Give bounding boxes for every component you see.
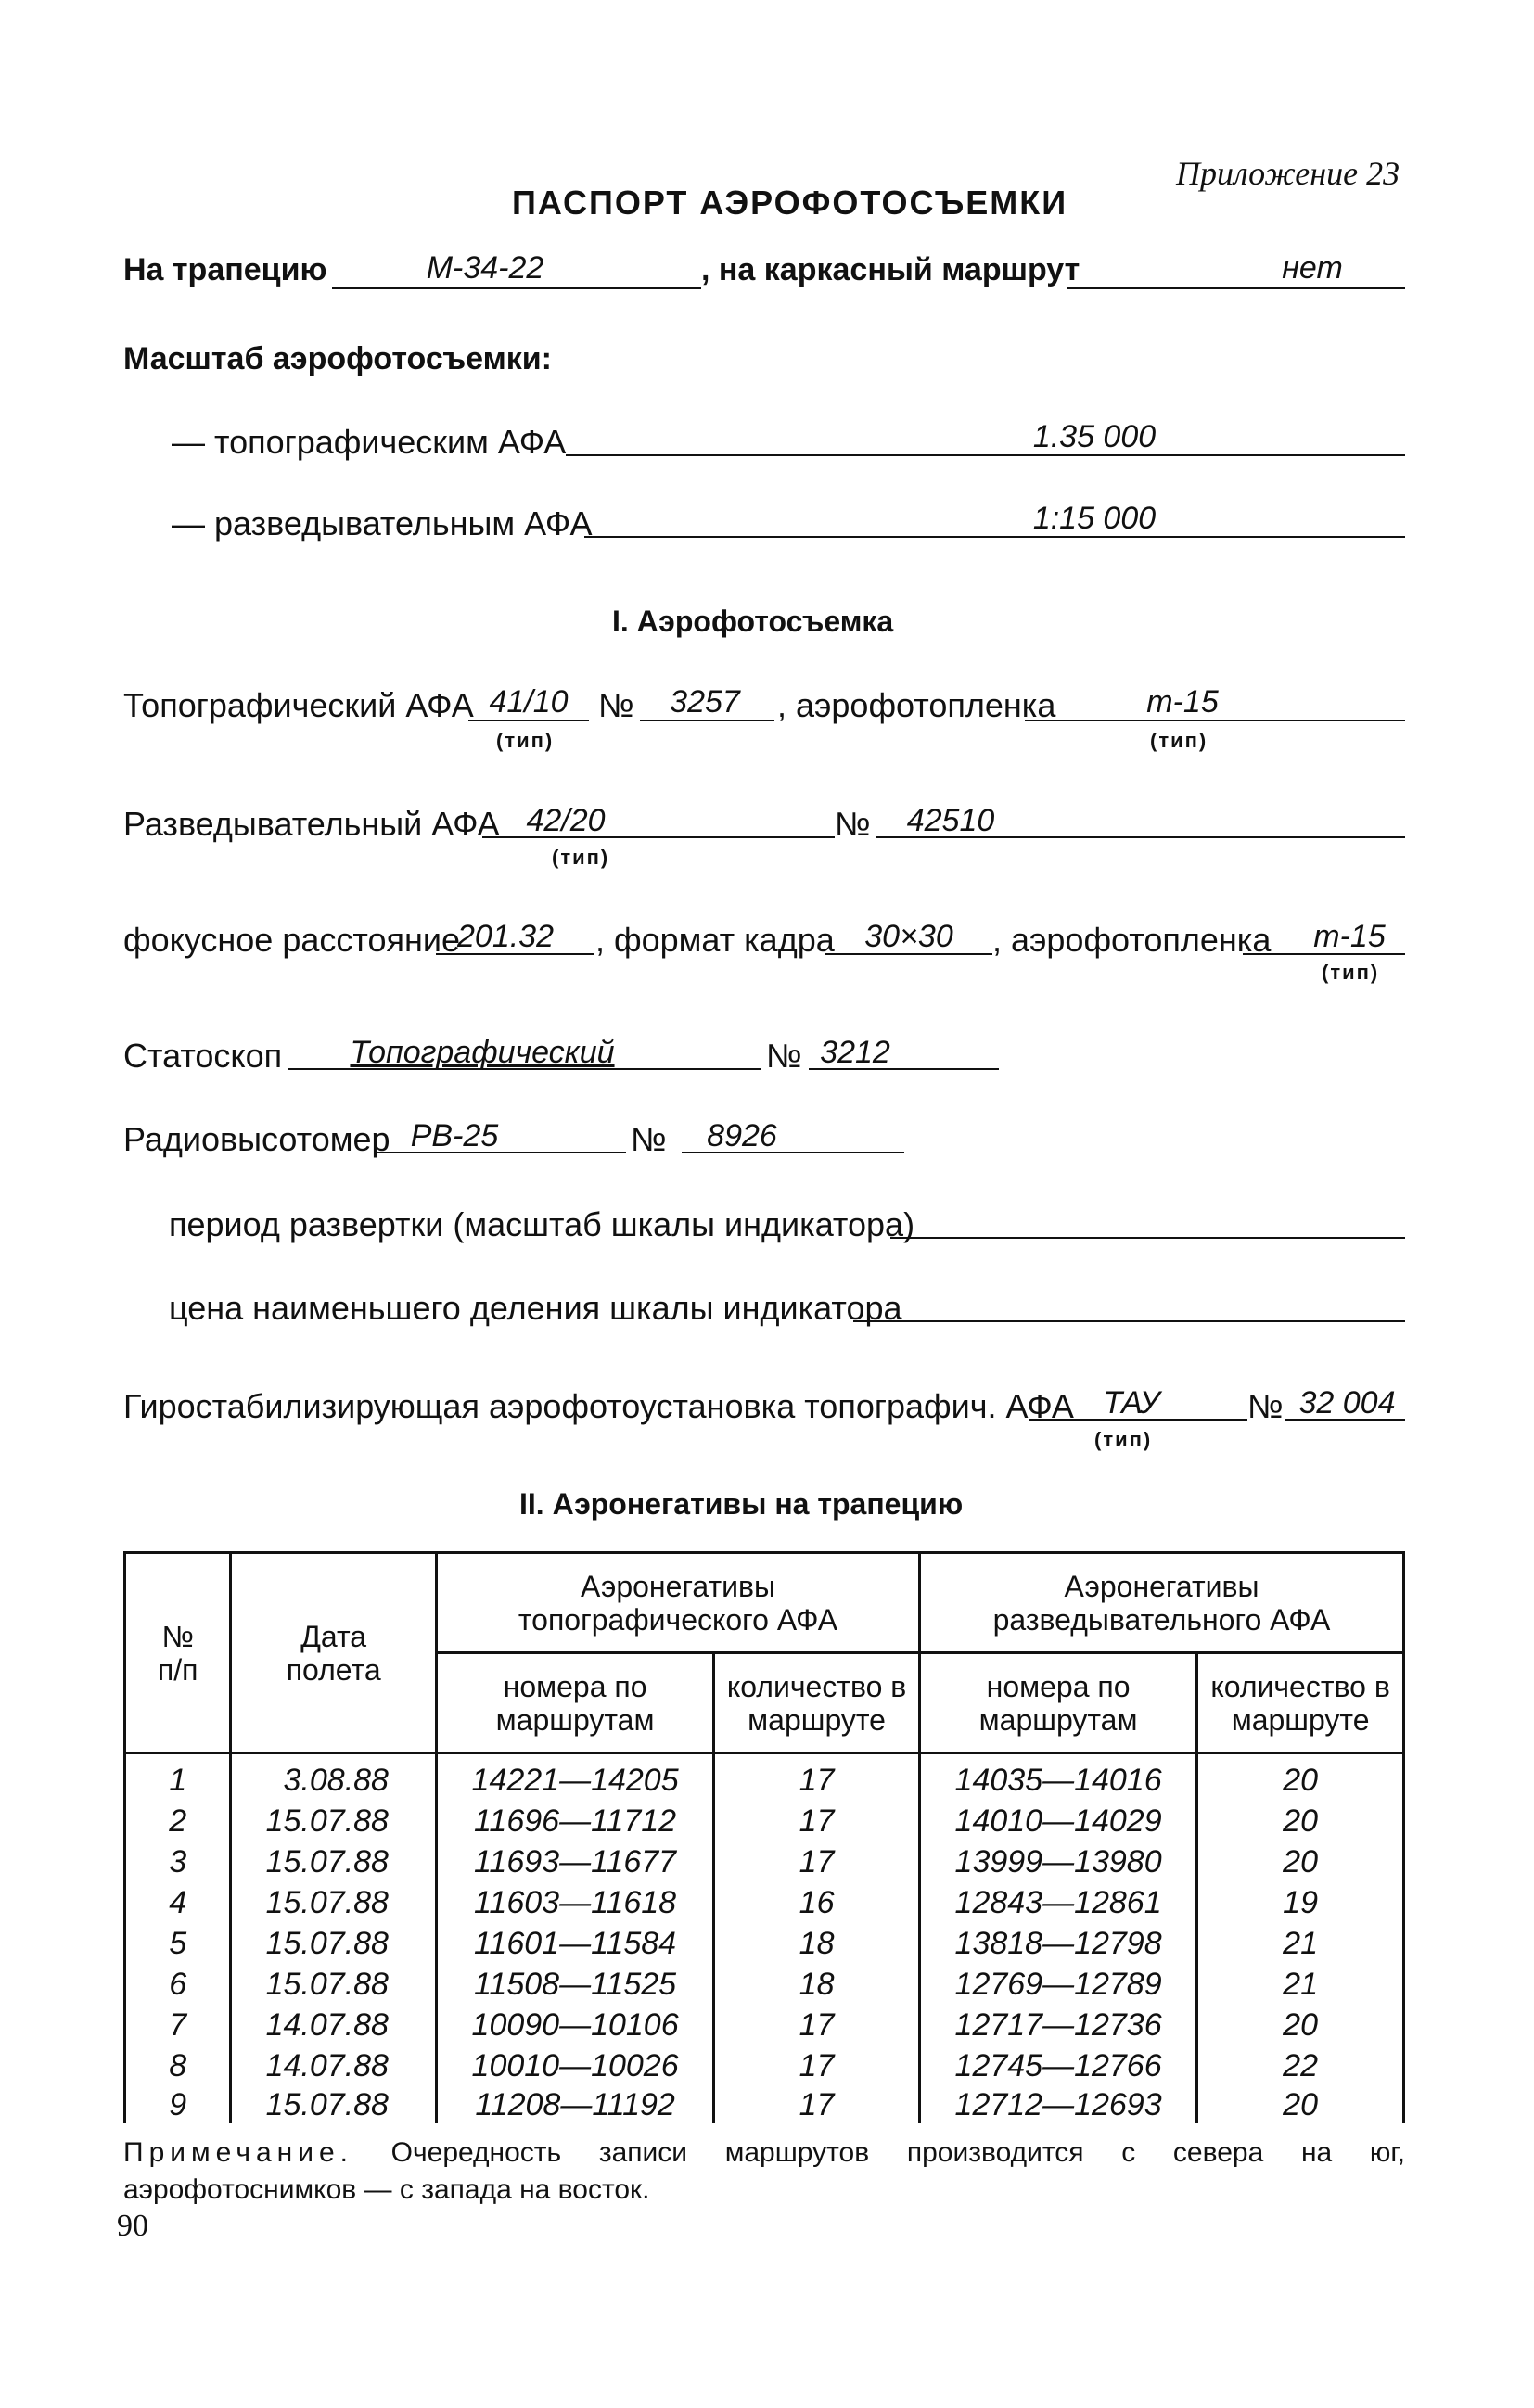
row-date-cell: 14.07.88 xyxy=(231,2045,437,2086)
row-topo-numbers-cell: 11696—11712 xyxy=(436,1801,713,1841)
altimeter-value: РВ-25 xyxy=(410,1118,499,1153)
statoscope-label: Статоскоп xyxy=(123,1037,283,1075)
row-topo-count-cell: 18 xyxy=(714,1964,920,2005)
row-recon-numbers-cell: 13818—12798 xyxy=(919,1923,1196,1964)
row-recon-numbers-cell: 14035—14016 xyxy=(919,1753,1196,1802)
recon-scale-value: 1:15 000 xyxy=(1032,501,1157,536)
row-recon-count-cell: 20 xyxy=(1197,1801,1404,1841)
frame-route-underline xyxy=(1067,287,1405,289)
recon-afa-no-sign: № xyxy=(835,805,871,843)
row-recon-numbers-cell: 12712—12693 xyxy=(919,2086,1196,2123)
recon-scale-underline xyxy=(584,536,1405,538)
section-2-title: II. Аэронегативы на трапецию xyxy=(519,1487,964,1521)
scale-division-label: цена наименьшего деления шкалы индикатора xyxy=(169,1289,902,1327)
row-num-cell: 8 xyxy=(125,2045,231,2086)
topo-scale-value: 1.35 000 xyxy=(1032,419,1157,454)
statoscope-no-sign: № xyxy=(766,1037,802,1075)
row-date-cell: 3.08.88 xyxy=(231,1753,437,1802)
table-row xyxy=(125,1964,1404,2005)
recon-scale-label: — разведывательным АФА xyxy=(172,504,593,542)
row-topo-numbers-cell: 14221—14205 xyxy=(436,1753,713,1802)
row-recon-count-cell: 20 xyxy=(1197,2005,1404,2045)
row-num-cell: 5 xyxy=(125,1923,231,1964)
appendix-label: Приложение 23 xyxy=(1176,155,1400,192)
row-recon-count-cell: 21 xyxy=(1197,1923,1404,1964)
row-date-cell: 15.07.88 xyxy=(231,2086,437,2123)
gyro-type-note: (тип) xyxy=(1094,1428,1153,1451)
row-date-cell: 14.07.88 xyxy=(231,2005,437,2045)
row-topo-numbers-cell: 11508—11525 xyxy=(436,1964,713,2005)
col-header-date: Дата полета xyxy=(231,1553,437,1753)
row-topo-numbers-cell: 11603—11618 xyxy=(436,1882,713,1923)
row-topo-count-cell: 17 xyxy=(714,2045,920,2086)
row-num-cell: 2 xyxy=(125,1801,231,1841)
row-recon-count-cell: 19 xyxy=(1197,1882,1404,1923)
row-recon-count-cell: 20 xyxy=(1197,1753,1404,1802)
row-topo-numbers-cell: 11693—11677 xyxy=(436,1841,713,1882)
gyro-number-value: 32 004 xyxy=(1298,1385,1396,1421)
topo-afa-label: Топографический АФА xyxy=(123,686,474,724)
row-num-cell: 3 xyxy=(125,1841,231,1882)
page-number: 90 xyxy=(117,2209,148,2243)
scale-heading: Масштаб аэрофотосъемки: xyxy=(123,341,552,376)
topo-scale-underline xyxy=(566,454,1405,456)
row-num-cell: 6 xyxy=(125,1964,231,2005)
row-recon-numbers-cell: 12843—12861 xyxy=(919,1882,1196,1923)
row-recon-count-cell: 20 xyxy=(1197,2086,1404,2123)
row-topo-count-cell: 16 xyxy=(714,1882,920,1923)
row-topo-numbers-cell: 10090—10106 xyxy=(436,2005,713,2045)
topo-film-type-note: (тип) xyxy=(1150,729,1208,752)
row-recon-numbers-cell: 14010—14029 xyxy=(919,1801,1196,1841)
recon-afa-type-note: (тип) xyxy=(552,846,610,869)
row-date-cell: 15.07.88 xyxy=(231,1882,437,1923)
page-title: ПАСПОРТ АЭРОФОТОСЪЕМКИ xyxy=(512,184,1068,222)
negatives-table xyxy=(123,1551,1405,2123)
trapezium-label: На трапецию xyxy=(123,252,327,287)
table-row xyxy=(125,1841,1404,1882)
table-row xyxy=(125,2086,1404,2123)
statoscope-value: Топографический xyxy=(350,1035,615,1070)
col-header-recon-numbers: номера по маршрутам xyxy=(919,1653,1196,1753)
recon-afa-number-value: 42510 xyxy=(906,803,995,838)
gyro-no-sign: № xyxy=(1247,1387,1284,1425)
col-header-topo-count: количество в маршруте xyxy=(714,1653,920,1753)
row-topo-numbers-cell: 10010—10026 xyxy=(436,2045,713,2086)
frame-format-label: , формат кадра xyxy=(595,921,835,959)
row-num-cell: 1 xyxy=(125,1753,231,1802)
frame-route-value: нет xyxy=(1282,250,1343,286)
recon-afa-label: Разведывательный АФА xyxy=(123,805,500,843)
row-num-cell: 7 xyxy=(125,2005,231,2045)
row-recon-count-cell: 22 xyxy=(1197,2045,1404,2086)
focal-length-value: 201.32 xyxy=(457,919,554,954)
film-value-2: т-15 xyxy=(1313,919,1386,954)
frame-route-label: , на каркасный маршрут xyxy=(701,252,1080,287)
focal-length-label: фокусное расстояние xyxy=(123,921,460,959)
sweep-period-label: период развертки (масштаб шкалы индикатора) xyxy=(169,1205,915,1243)
row-topo-count-cell: 17 xyxy=(714,1753,920,1802)
table-row xyxy=(125,2045,1404,2086)
row-topo-count-cell: 18 xyxy=(714,1923,920,1964)
row-topo-count-cell: 17 xyxy=(714,2086,920,2123)
row-topo-numbers-cell: 11208—11192 xyxy=(436,2086,713,2123)
footnote xyxy=(123,2134,1405,2209)
row-date-cell: 15.07.88 xyxy=(231,1923,437,1964)
section-1-title: I. Аэрофотосъемка xyxy=(612,605,894,638)
topo-afa-no-sign: № xyxy=(598,686,634,724)
film-type-note-2: (тип) xyxy=(1322,961,1380,984)
row-recon-numbers-cell: 13999—13980 xyxy=(919,1841,1196,1882)
trapezium-value: М-34-22 xyxy=(426,250,544,286)
table-row xyxy=(125,1923,1404,1964)
table-row xyxy=(125,2005,1404,2045)
table-row xyxy=(125,1882,1404,1923)
footnote-label: Примечание. xyxy=(123,2137,353,2168)
statoscope-number-value: 3212 xyxy=(820,1035,890,1070)
row-topo-numbers-cell: 11601—11584 xyxy=(436,1923,713,1964)
col-header-topo-group: Аэронегативы топографического АФА xyxy=(436,1553,919,1653)
recon-afa-type-value: 42/20 xyxy=(526,803,606,838)
col-header-recon-group: Аэронегативы разведывательного АФА xyxy=(919,1553,1403,1653)
col-header-topo-numbers: номера по маршрутам xyxy=(436,1653,713,1753)
table-row xyxy=(125,1801,1404,1841)
row-recon-numbers-cell: 12769—12789 xyxy=(919,1964,1196,2005)
footnote-text: Очередность записи маршрутов производится с севера на юг, аэрофотоснимков — с запада на восток. xyxy=(123,2137,1405,2205)
topo-scale-label: — топографическим АФА xyxy=(172,423,567,461)
sweep-period-underline xyxy=(890,1237,1405,1239)
row-recon-count-cell: 20 xyxy=(1197,1841,1404,1882)
topo-afa-type-value: 41/10 xyxy=(489,684,569,720)
gyro-mount-label: Гиростабилизирующая аэрофотоустановка топографич. АФА xyxy=(123,1387,1074,1425)
row-recon-count-cell: 21 xyxy=(1197,1964,1404,2005)
frame-format-value: 30×30 xyxy=(864,919,953,954)
topo-afa-number-value: 3257 xyxy=(670,684,740,720)
row-recon-numbers-cell: 12717—12736 xyxy=(919,2005,1196,2045)
topo-film-label: , аэрофотопленка xyxy=(777,686,1056,724)
col-header-num: № п/п xyxy=(125,1553,231,1753)
row-num-cell: 9 xyxy=(125,2086,231,2123)
gyro-type-value: ТАУ xyxy=(1103,1385,1160,1421)
row-date-cell: 15.07.88 xyxy=(231,1964,437,2005)
altimeter-number-value: 8926 xyxy=(707,1118,777,1153)
film-label-2: , аэрофотопленка xyxy=(992,921,1272,959)
row-num-cell: 4 xyxy=(125,1882,231,1923)
topo-afa-type-note: (тип) xyxy=(496,729,555,752)
row-date-cell: 15.07.88 xyxy=(231,1841,437,1882)
trapezium-underline xyxy=(332,287,701,289)
topo-film-value: т-15 xyxy=(1146,684,1219,720)
col-header-recon-count: количество в маршруте xyxy=(1197,1653,1404,1753)
row-topo-count-cell: 17 xyxy=(714,1801,920,1841)
row-topo-count-cell: 17 xyxy=(714,2005,920,2045)
table-row xyxy=(125,1753,1404,1802)
row-topo-count-cell: 17 xyxy=(714,1841,920,1882)
altimeter-label: Радиовысотомер xyxy=(123,1120,390,1158)
row-date-cell: 15.07.88 xyxy=(231,1801,437,1841)
scale-division-underline xyxy=(853,1320,1405,1322)
altimeter-no-sign: № xyxy=(631,1120,667,1158)
row-recon-numbers-cell: 12745—12766 xyxy=(919,2045,1196,2086)
